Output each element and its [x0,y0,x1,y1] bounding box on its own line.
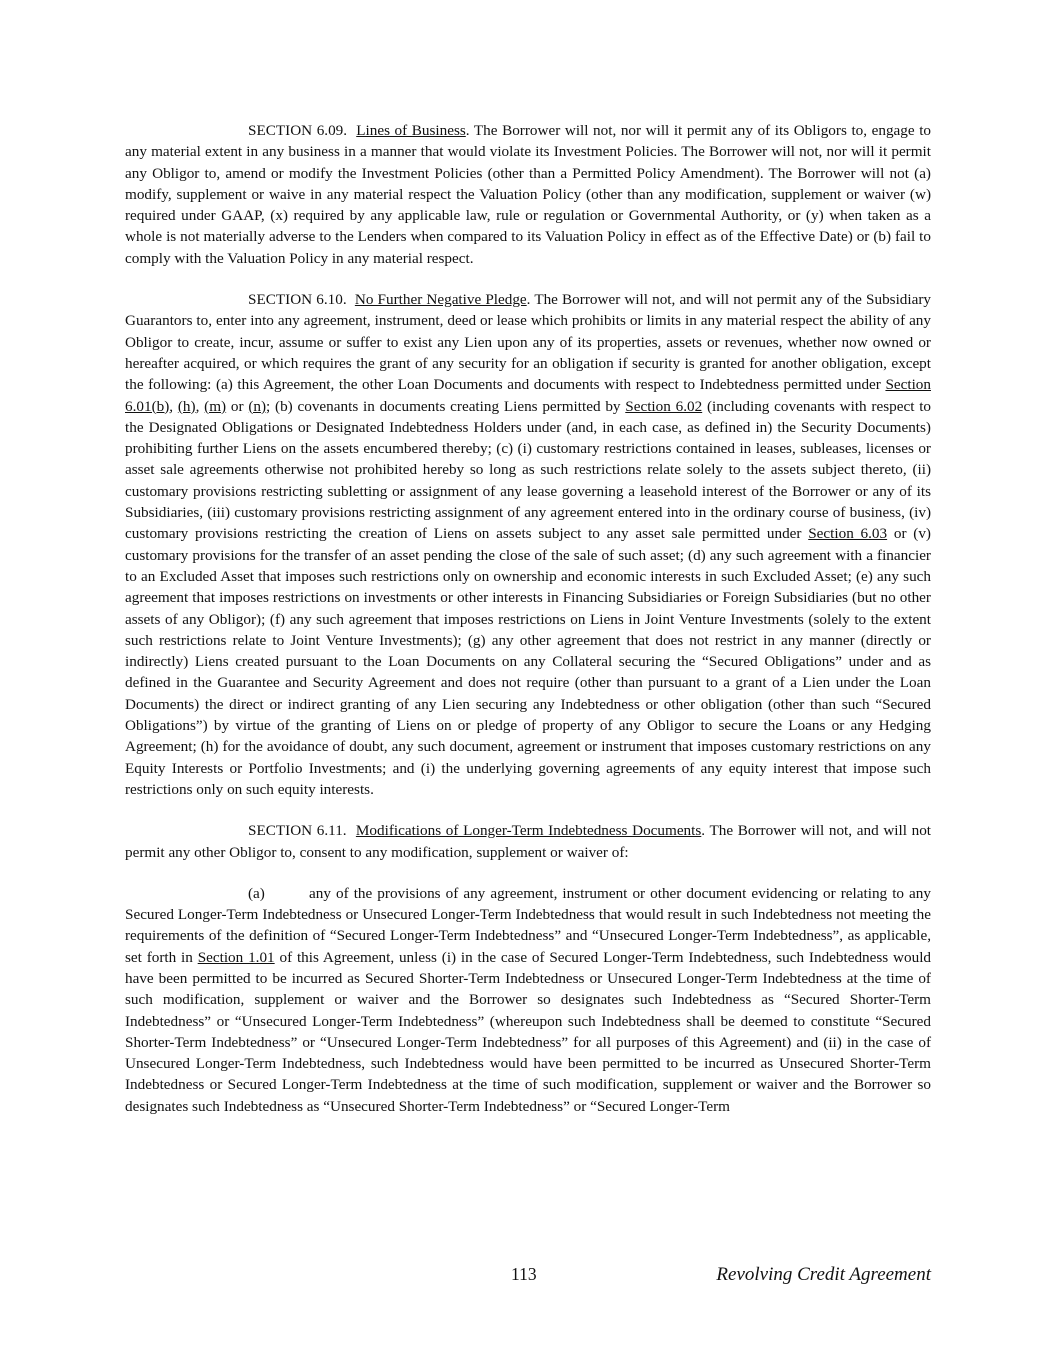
section-text: . The Borrower will not, and will not permit any other Obligor to, consent to any modification, supplement or waiver of: [125,822,932,861]
subsection-a [125,883,931,1117]
cross-reference: (m) [204,397,227,415]
subsection-text: of this Agreement, unless (i) in the case of Secured Longer-Term Indebtedness, such Indebtedness would have been permitted to be incurred as Secured Shorter-Term Indebtedness or Unsecured Longer-Term Indebtedness at the time of such modification, supplement or waiver and the Borrower so designates such Indebtedness as “Secured Shorter-Term Indebtedness” or “Unsecured Longer-Term Indebtedness” (whereupon such Indebtedness shall be deemed to constitute “Secured Shorter-Term Indebtedness” or “Unsecured Longer-Term Indebtedness” for all purposes of this Agreement) and (ii) in the case of Unsecured Longer-Term Indebtedness, such Indebtedness would have been permitted to be incurred as Unsecured Shorter-Term Indebtedness or Secured Longer-Term Indebtedness at the time of such modification, supplement or waiver and the Borrower so designates such Indebtedness as “Unsecured Shorter-Term Indebtedness” or “Secured Longer-Term [125,948,932,1115]
section-title: Lines of Business [356,122,466,139]
cross-reference: Section 6.02 [625,397,703,415]
section-label: SECTION 6.10. [248,291,347,309]
cross-reference: Section 6.03 [808,525,888,543]
section-text: . The Borrower will not, nor will it permit any of its Obligors to, engage to any material extent in any business in a manner that would violate its Investment Policies. The Borrower will not, nor will it permit any Obligor to, amend or modify the Investment Policies (other than a Permitted Policy Amendment). The Borrower will not (a) modify, supplement or waive in any material respect the Valuation Policy (other than any modification, supplement or waiver (w) required under GAAP, (x) required by any applicable law, rule or regulation or Governmental Authority, or (y) when taken as a whole is not materially adverse to the Lenders when compared to its Valuation Policy in effect as of the Effective Date) or (b) fail to comply with the Valuation Policy in any material respect. [125,122,932,267]
cross-reference: (n) [248,397,267,415]
section-label: SECTION 6.09. [248,122,348,139]
section-text: . The Borrower will not, and will not permit any of the Subsidiary Guarantors to, enter into any agreement, instrument, deed or lease which prohibits or limits in any material respect the ability of any Obligor to create, incur, assume or suffer to exist any Lien upon any of its properties, assets or revenues, whether now owned or hereafter acquired, or which requires the grant of any security for an obligation if security is granted for another obligation, except the following: (a) this Agreement, the other Loan Documents and documents with respect to Indebtedness permitted under [125,291,932,394]
section-text: or (v) customary provisions for the transfer of an asset pending the close of the sale of such asset; (d) any such agreement with a financier to an Excluded Asset that imposes such restrictions only on ownership and economic interests in such Excluded Asset; (e) any such agreement that imposes restrictions on investments or other interests in Financing Subsidiaries or Foreign Subsidiaries (but no other assets of any Obligor); (f) any such agreement that imposes restrictions on Liens in Joint Venture Investments (solely to the extent such restrictions relate to Joint Venture Investments); (g) any other agreement that does not restrict in any manner (directly or indirectly) Liens created pursuant to the Loan Documents on any Collateral securing the “Secured Obligations” under and as defined in the Guarantee and Security Agreement and does not require (other than pursuant to a grant of a Lien under the Loan Documents) the direct or indirect granting of any Lien securing any Indebtedness or other obligation (other than such “Secured Obligations”) by virtue of the granting of Liens on or pledge of property of any Obligor to secure the Loans or any Hedging Agreement; (h) for the avoidance of doubt, any such document, agreement or instrument that imposes customary restrictions on any Equity Interests or Portfolio Investments; and (i) the underlying governing agreements of any equity interest that impose such restrictions only on such equity interests. [125,525,931,798]
subsection-label: (a) [248,884,265,902]
separator: or [226,397,249,415]
section-label: SECTION 6.11. [248,822,347,840]
separator: , [195,397,205,415]
section-text: ; (b) covenants in documents creating Liens permitted by [266,397,626,415]
cross-reference: (h) [177,397,196,415]
page-number: 113 [511,1264,537,1284]
section-title: Modifications of Longer-Term Indebtedness Documents [355,822,702,840]
cross-reference: Section 6.01(b) [125,376,931,415]
section-6-11 [125,820,931,863]
cross-reference: Section 1.01 [197,948,275,966]
subsection-text: any of the provisions of any agreement, instrument or other document evidencing or relating to any Secured Longer-Term Indebtedness or Unsecured Longer-Term Indebtedness that would result in such Indebtedness not meeting the requirements of the definition of “Secured Longer-Term Indebtedness” and “Unsecured Longer-Term Indebtedness”, as applicable, set forth in [125,884,931,966]
document-title: Revolving Credit Agreement [716,1264,931,1285]
section-text: (including covenants with respect to the Designated Obligations or Designated Indebtedness Holders under (and, in each case, as defined in) the Security Documents) prohibiting further Liens on the assets encumbered thereby; (c) (i) customary restrictions contained in leases, subleases, licenses or asset sale agreements otherwise not prohibited hereby so long as such restrictions relate solely to the assets subject thereto, (ii) customary provisions restricting subletting or assignment of any lease governing a leasehold interest of the Borrower or any of its Subsidiaries, (iii) customary provisions restricting assignment of any agreement entered into in the ordinary course of business, (iv) customary provisions restricting the creation of Liens on assets subject to any asset sale permitted under [125,397,932,543]
page-footer [0,1264,1055,1288]
section-6-09 [125,120,931,269]
section-title: No Further Negative Pledge [354,291,527,309]
separator: , [169,397,178,415]
section-6-10 [125,289,931,800]
document-body [125,120,931,1137]
